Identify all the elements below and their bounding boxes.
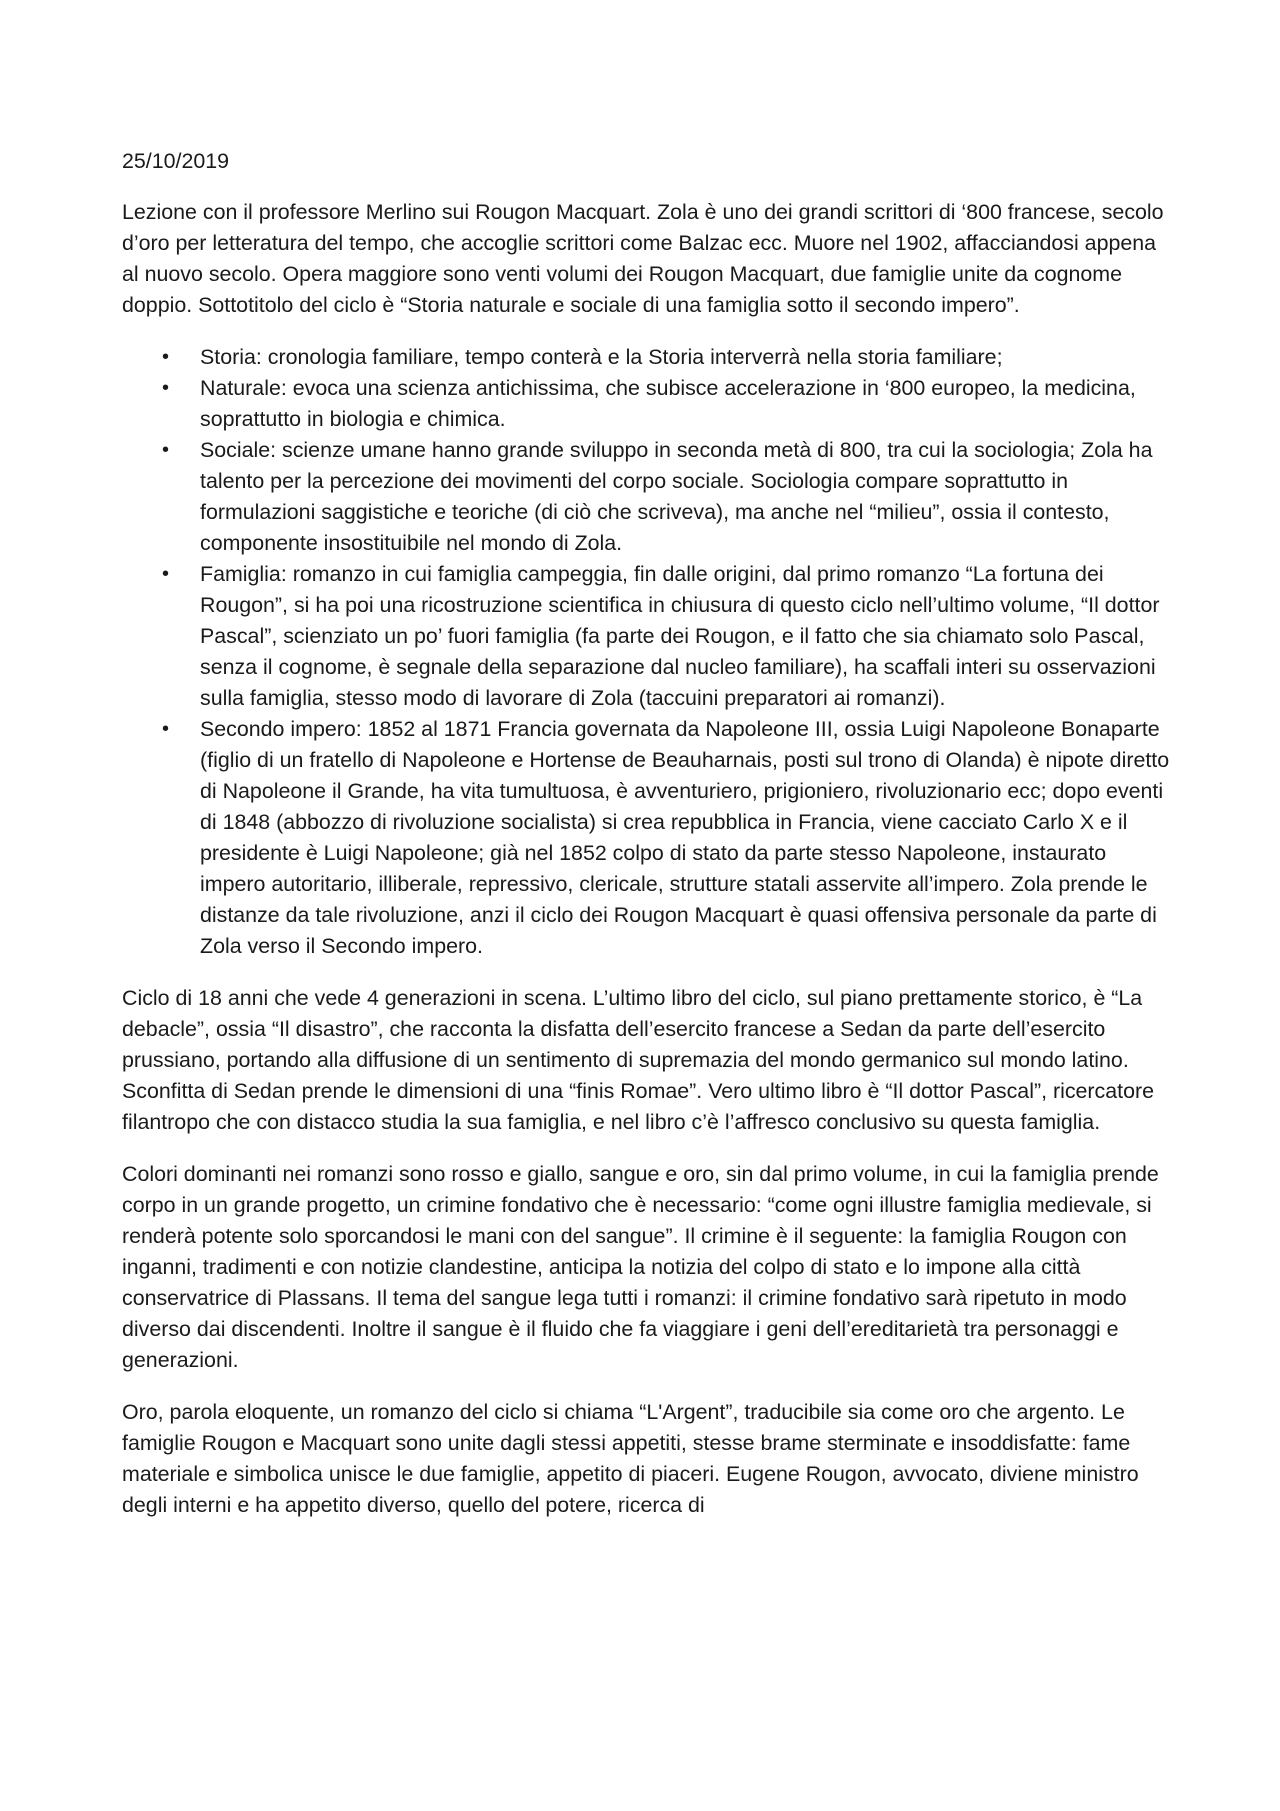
list-item	[122, 559, 1172, 714]
bullet-icon: •	[162, 377, 170, 399]
bullet-icon: •	[162, 718, 170, 740]
list-item-text: Naturale: evoca una scienza antichissima, che subisce accelerazione in ‘800 europeo, la medicina, soprattutto in biologia e chimica.	[200, 376, 1136, 431]
body-paragraph: Colori dominanti nei romanzi sono rosso e giallo, sangue e oro, sin dal primo volume, in cui la famiglia prende corpo in un grande progetto, un crimine fondativo che è necessario: “come ogni illustre famiglia medievale, si renderà potente solo sporcandosi le mani con del sangue”. Il crimine è il seguente: la famiglia Rougon con inganni, tradimenti e con notizie clandestine, anticipa la notizia del colpo di stato e lo impone alla città conservatrice di Plassans. Il tema del sangue lega tutti i romanzi: il crimine fondativo sarà ripetuto in modo diverso dai discendenti. Inoltre il sangue è il fluido che fa viaggiare i geni dell’ereditarietà tra personaggi e generazioni.	[122, 1162, 1159, 1372]
document-date: 25/10/2019	[122, 149, 230, 173]
list-item-text: Sociale: scienze umane hanno grande sviluppo in seconda metà di 800, tra cui la sociologia; Zola ha talento per la percezione dei movimenti del corpo sociale. Sociologia compare soprattutto in formulazioni saggistiche e teoriche (di ciò che scriveva), ma anche nel “milieu”, ossia il contesto, componente insostituibile nel mondo di Zola.	[200, 438, 1153, 555]
list-item-text: Storia: cronologia familiare, tempo conterà e la Storia interverrà nella storia familiare;	[200, 345, 1003, 369]
list-item-text: Famiglia: romanzo in cui famiglia campeggia, fin dalle origini, dal primo romanzo “La fortuna dei Rougon”, si ha poi una ricostruzione scientifica in chiusura di questo ciclo nell’ultimo volume, “Il dottor Pascal”, scienziato un po’ fuori famiglia (fa parte dei Rougon, e il fatto che sia chiamato solo Pascal, senza il cognome, è segnale della separazione dal nucleo familiare), ha scaffali interi su osservazioni sulla famiglia, stesso modo di lavorare di Zola (taccuini preparatori ai romanzi).	[200, 562, 1160, 710]
list-item	[122, 373, 1172, 435]
list-item	[122, 435, 1172, 559]
list-item	[122, 714, 1172, 962]
body-paragraph: Oro, parola eloquente, un romanzo del ciclo si chiama “L'Argent”, traducibile sia come oro che argento. Le famiglie Rougon e Macquart sono unite dagli stessi appetiti, stesse brame sterminate e insoddisfatte: fame materiale e simbolica unisce le due famiglie, appetito di piaceri. Eugene Rougon, avvocato, diviene ministro degli interni e ha appetito diverso, quello del potere, ricerca di	[122, 1400, 1139, 1517]
bullet-list	[122, 342, 1172, 962]
bullet-icon: •	[162, 346, 170, 368]
list-item	[122, 342, 1172, 373]
bullet-icon: •	[162, 563, 170, 585]
document-page	[122, 146, 1172, 1542]
body-paragraph: Ciclo di 18 anni che vede 4 generazioni in scena. L’ultimo libro del ciclo, sul piano prettamente storico, è “La debacle”, ossia “Il disastro”, che racconta la disfatta dell’esercito francese a Sedan da parte dell’esercito prussiano, portando alla diffusione di un sentimento di supremazia del mondo germanico sul mondo latino. Sconfitta di Sedan prende le dimensioni di una “finis Romae”. Vero ultimo libro è “Il dottor Pascal”, ricercatore filantropo che con distacco studia la sua famiglia, e nel libro c’è l’affresco conclusivo su questa famiglia.	[122, 986, 1155, 1134]
bullet-icon: •	[162, 439, 170, 461]
intro-paragraph: Lezione con il professore Merlino sui Rougon Macquart. Zola è uno dei grandi scrittori di ‘800 francese, secolo d’oro per letteratura del tempo, che accoglie scrittori come Balzac ecc. Muore nel 1902, affacciandosi appena al nuovo secolo. Opera maggiore sono venti volumi dei Rougon Macquart, due famiglie unite da cognome doppio. Sottotitolo del ciclo è “Storia naturale e sociale di una famiglia sotto il secondo impero”.	[122, 200, 1164, 317]
list-item-text: Secondo impero: 1852 al 1871 Francia governata da Napoleone III, ossia Luigi Napoleone Bonaparte (figlio di un fratello di Napoleone e Hortense de Beauharnais, posti sul trono di Olanda) è nipote diretto di Napoleone il Grande, ha vita tumultuosa, è avventuriero, prigioniero, rivoluzionario ecc; dopo eventi di 1848 (abbozzo di rivoluzione socialista) si crea repubblica in Francia, viene cacciato Carlo X e il presidente è Luigi Napoleone; già nel 1852 colpo di stato da parte stesso Napoleone, instaurato impero autoritario, illiberale, repressivo, clericale, strutture statali asservite all’impero. Zola prende le distanze da tale rivoluzione, anzi il ciclo dei Rougon Macquart è quasi offensiva personale da parte di Zola verso il Secondo impero.	[200, 717, 1170, 958]
